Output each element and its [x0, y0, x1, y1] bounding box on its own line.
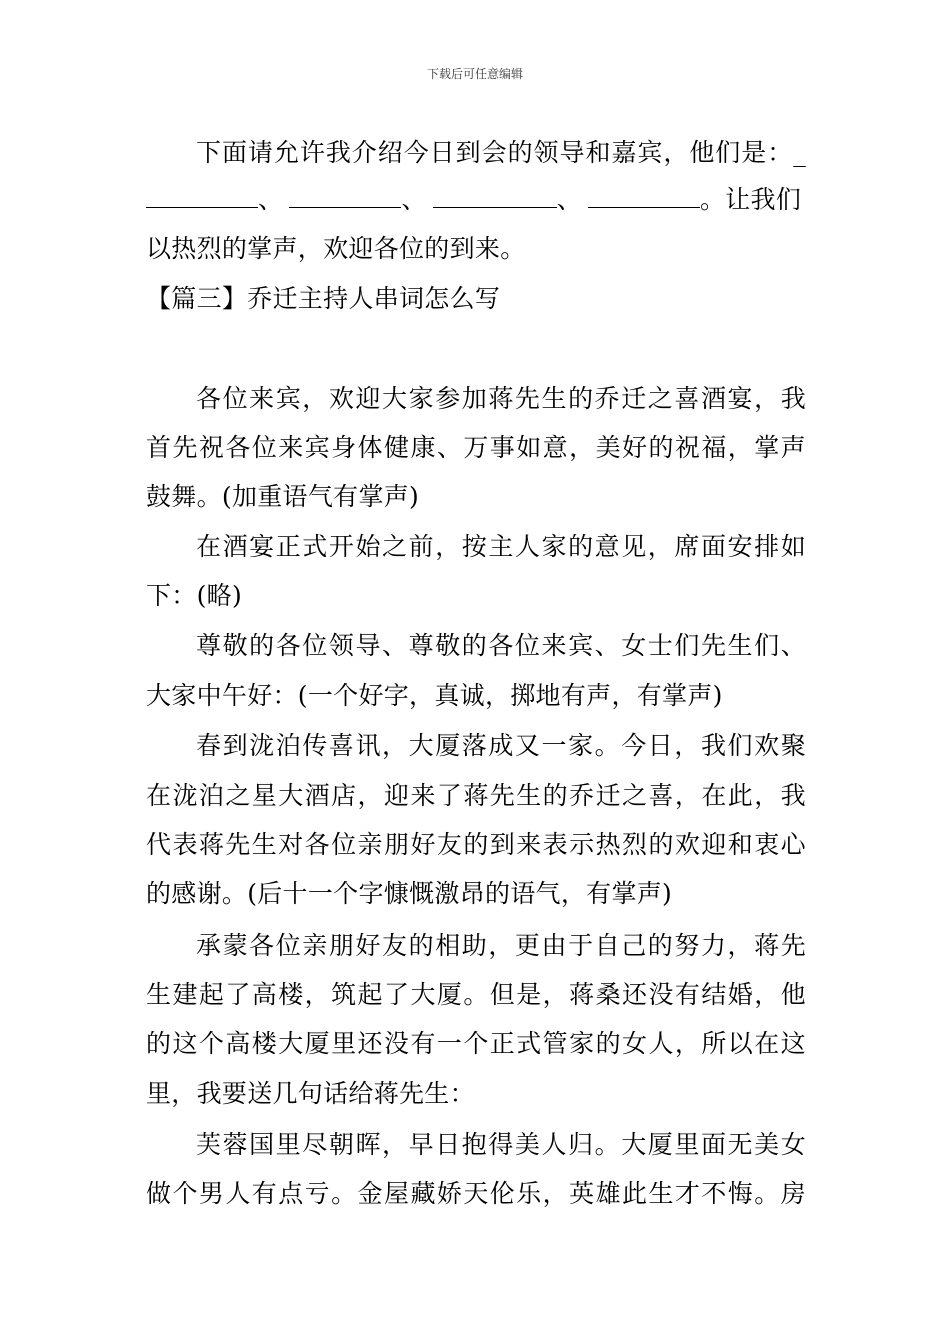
paragraph-line: 代表蒋先生对各位亲朋好友的到来表示热烈的欢迎和衷心 — [146, 830, 806, 859]
paragraph-line: 生建起了高楼，筑起了大厦。但是，蒋桑还没有结婚，他 — [146, 980, 806, 1009]
fill-in-blank[interactable] — [433, 185, 557, 208]
paragraph-line: 尊敬的各位领导、尊敬的各位来宾、女士们先生们、 — [196, 631, 806, 660]
line-ending: 。让我们 — [699, 185, 802, 214]
fill-in-blank[interactable] — [289, 185, 401, 208]
separator: 、 — [401, 185, 427, 214]
separator: 、 — [258, 185, 284, 214]
section-heading: 【篇三】乔迁主持人串词怎么写 — [146, 284, 501, 313]
paragraph-line: 首先祝各位来宾身体健康、万事如意，美好的祝福，掌声 — [146, 433, 806, 462]
paragraph-line: 大家中午好：(一个好字，真诚，掷地有声，有掌声) — [146, 681, 723, 710]
paragraph-line: 里，我要送几句话给蒋先生： — [146, 1079, 475, 1108]
paragraph-line: 下面请允许我介绍今日到会的领导和嘉宾，他们是：_ — [196, 138, 806, 167]
paragraph-line: 芙蓉国里尽朝晖，早日抱得美人归。大厦里面无美女 — [196, 1130, 806, 1159]
paragraph-line: 的感谢。(后十一个字慷慨激昂的语气，有掌声) — [146, 879, 673, 908]
paragraph-line: 鼓舞。(加重语气有掌声) — [146, 482, 420, 511]
fill-in-blank[interactable] — [588, 185, 700, 208]
paragraph-line: 做个男人有点亏。金屋藏娇天伦乐，英雄此生才不悔。房 — [146, 1179, 806, 1208]
paragraph-line: 下：(略) — [146, 581, 243, 610]
paragraph-line: 承蒙各位亲朋好友的相助，更由于自己的努力，蒋先 — [196, 931, 806, 960]
fill-in-blank[interactable] — [146, 185, 258, 208]
paragraph-line: 在酒宴正式开始之前，按主人家的意见，席面安排如 — [196, 532, 806, 561]
paragraph-line: 在泷泊之星大酒店，迎来了蒋先生的乔迁之喜，在此，我 — [146, 781, 806, 810]
guest-blanks-line — [146, 184, 806, 216]
paragraph-line: 各位来宾，欢迎大家参加蒋先生的乔迁之喜酒宴，我 — [196, 384, 806, 413]
separator: 、 — [556, 185, 582, 214]
paragraph-line: 春到泷泊传喜讯，大厦落成又一家。今日，我们欢聚 — [196, 731, 806, 760]
paragraph-line: 的这个高楼大厦里还没有一个正式管家的女人，所以在这 — [146, 1029, 806, 1058]
page-header: 下载后可任意编辑 — [426, 67, 523, 81]
paragraph-line: 以热烈的掌声，欢迎各位的到来。 — [146, 234, 526, 263]
